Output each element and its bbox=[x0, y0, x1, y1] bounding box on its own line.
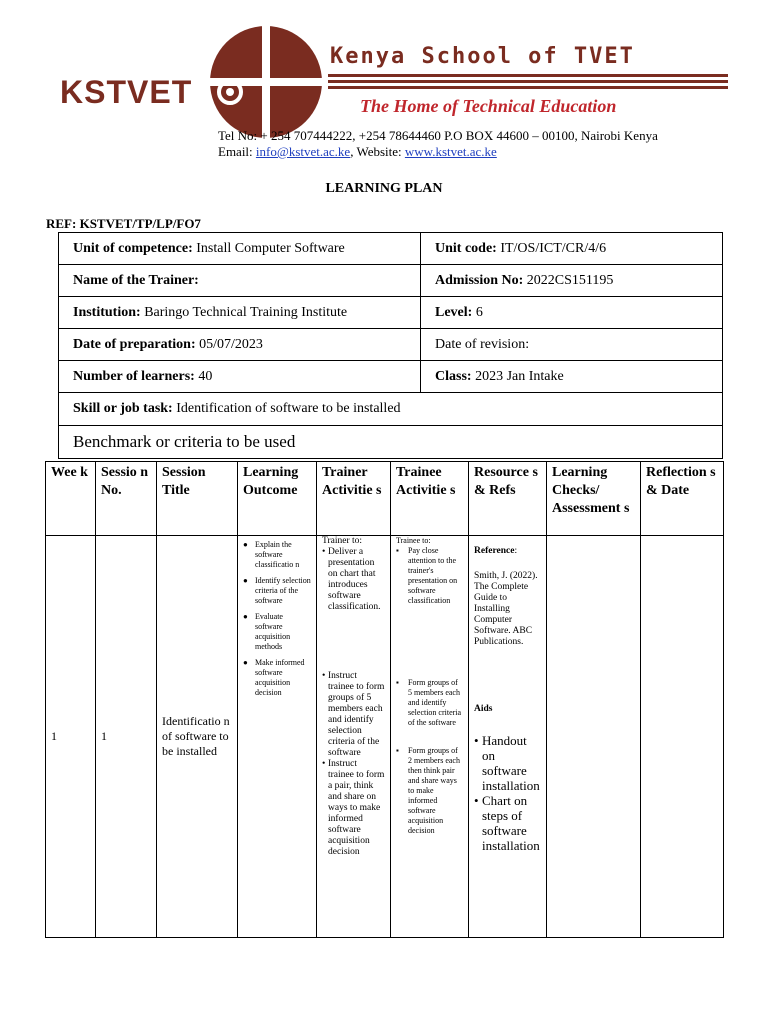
prep-date-value: 05/07/2023 bbox=[195, 336, 263, 352]
bullet-icon: ● bbox=[243, 540, 248, 549]
outcome-cell bbox=[238, 536, 317, 938]
info-row bbox=[59, 361, 723, 393]
spacer bbox=[474, 557, 541, 571]
institution-cell bbox=[59, 297, 421, 329]
spacer bbox=[474, 715, 541, 733]
reference-heading bbox=[474, 546, 541, 557]
aids-heading bbox=[474, 704, 541, 715]
class-value: 2023 Jan Intake bbox=[471, 368, 564, 384]
header-rule bbox=[328, 86, 728, 89]
contact-line: Tel No: + 254 707444222, +254 78644460 P.O BOX 44600 – 00100, Nairobi Kenya bbox=[218, 128, 658, 143]
code-label: Unit code: bbox=[435, 240, 497, 256]
letterhead bbox=[50, 20, 690, 170]
list-item bbox=[322, 759, 385, 858]
header-outcome: Learning Outcome bbox=[238, 462, 317, 536]
info-row bbox=[59, 329, 723, 361]
kstvet-logo-icon bbox=[208, 24, 324, 140]
trainer-activity-text: Instruct trainee to form groups of 5 members each and identify selection criteria of the software bbox=[328, 671, 385, 758]
reference-label: Reference bbox=[474, 546, 515, 556]
header-rule bbox=[328, 74, 728, 77]
outcome-text: Identify selection criteria of the software bbox=[255, 576, 311, 605]
level-cell bbox=[421, 297, 723, 329]
week-cell: 1 bbox=[46, 536, 96, 938]
admission-value: 2022CS151195 bbox=[523, 272, 614, 288]
header-week: Wee k bbox=[46, 462, 96, 536]
spacer bbox=[474, 648, 541, 704]
header-resources: Resource s & Refs bbox=[469, 462, 547, 536]
reference-colon: : bbox=[514, 546, 518, 556]
info-row bbox=[59, 426, 723, 459]
benchmark-cell bbox=[59, 426, 723, 459]
email-line bbox=[218, 144, 658, 160]
bullet-icon: • bbox=[322, 671, 326, 681]
spacer bbox=[322, 613, 385, 671]
aid-text: Handout on software installation bbox=[482, 733, 540, 793]
reference-code: REF: KSTVET/TP/LP/FO7 bbox=[46, 216, 201, 231]
reference-text: Smith, J. (2022). The Complete Guide to Installing Computer Software. ABC Publications. bbox=[474, 571, 538, 647]
unit-label: Unit of competence: bbox=[73, 240, 193, 256]
revision-date-label: Date of revision: bbox=[435, 336, 530, 352]
table-header-row bbox=[46, 462, 724, 536]
code-cell bbox=[421, 233, 723, 265]
info-row bbox=[59, 265, 723, 297]
learners-value: 40 bbox=[194, 368, 213, 384]
trainee-intro: Trainee to: bbox=[396, 536, 431, 545]
list-item bbox=[243, 658, 311, 698]
header-session-no: Sessio n No. bbox=[96, 462, 157, 536]
logo-text: KSTVET bbox=[60, 74, 193, 110]
trainer-activity-text: Deliver a presentation on chart that introduces software classification. bbox=[328, 547, 381, 612]
website-link[interactable]: www.kstvet.ac.ke bbox=[404, 144, 497, 159]
contact-block bbox=[218, 128, 658, 160]
outcome-text: Make informed software acquisition decision bbox=[255, 658, 305, 697]
admission-cell bbox=[421, 265, 723, 297]
learners-cell bbox=[59, 361, 421, 393]
bullet-icon: ▪ bbox=[396, 678, 399, 687]
prep-date-label: Date of preparation: bbox=[73, 336, 196, 352]
bullet-icon: ● bbox=[243, 658, 248, 667]
benchmark-text: Benchmark or criteria to be used bbox=[73, 432, 296, 451]
aids-label: Aids bbox=[474, 704, 493, 714]
info-row bbox=[59, 297, 723, 329]
skill-label: Skill or job task: bbox=[73, 401, 173, 416]
table-row bbox=[46, 536, 724, 938]
level-value: 6 bbox=[472, 304, 483, 320]
unit-cell bbox=[59, 233, 421, 265]
skill-cell bbox=[59, 393, 723, 426]
header-checks: Learning Checks/ Assessment s bbox=[547, 462, 641, 536]
info-table bbox=[58, 232, 723, 459]
prep-date-cell bbox=[59, 329, 421, 361]
spacer bbox=[396, 606, 463, 678]
header-trainee: Trainee Activitie s bbox=[391, 462, 469, 536]
level-label: Level: bbox=[435, 304, 473, 320]
skill-value: Identification of software to be installed bbox=[172, 401, 401, 416]
list-item bbox=[474, 733, 541, 793]
page-title: LEARNING PLAN bbox=[325, 181, 443, 196]
institution-value: Baringo Technical Training Institute bbox=[140, 304, 348, 320]
outcome-text: Evaluate software acquisition methods bbox=[255, 612, 291, 651]
trainee-activities-cell bbox=[391, 536, 469, 938]
trainer-label: Name of the Trainer: bbox=[73, 272, 199, 288]
email-label: Email: bbox=[218, 144, 256, 159]
bullet-icon: • bbox=[322, 547, 326, 557]
tagline: The Home of Technical Education bbox=[360, 96, 617, 116]
info-row bbox=[59, 393, 723, 426]
trainer-intro: Trainer to: bbox=[322, 536, 363, 546]
revision-date-cell bbox=[421, 329, 723, 361]
header-rule bbox=[328, 80, 728, 83]
info-row bbox=[59, 233, 723, 265]
bullet-icon: ▪ bbox=[396, 546, 399, 555]
bullet-icon: • bbox=[322, 759, 326, 769]
trainer-cell bbox=[59, 265, 421, 297]
header-session-title: Session Title bbox=[157, 462, 238, 536]
bullet-icon: ● bbox=[243, 612, 248, 621]
list-item bbox=[243, 576, 311, 606]
list-item bbox=[243, 540, 311, 570]
website-label: , Website: bbox=[350, 144, 405, 159]
list-item bbox=[396, 546, 463, 606]
session-title-cell: Identificatio n of software to be installed bbox=[157, 536, 238, 938]
list-item bbox=[322, 671, 385, 759]
aid-text: Chart on steps of software installation bbox=[482, 793, 540, 853]
institution-label: Institution: bbox=[73, 304, 141, 320]
code-value: IT/OS/ICT/CR/4/6 bbox=[496, 240, 607, 256]
list-item bbox=[396, 746, 463, 836]
trainee-activity-text: Form groups of 2 members each then think pair and share ways to make informed software acquisition decision bbox=[408, 746, 460, 835]
list-item bbox=[474, 793, 541, 853]
list-item bbox=[396, 678, 463, 728]
bullet-icon: • bbox=[474, 733, 479, 748]
trainee-activity-text: Pay close attention to the trainer's presentation on software classification bbox=[408, 546, 458, 605]
trainee-activity-text: Form groups of 5 members each and identify selection criteria of the software bbox=[408, 678, 462, 727]
trainer-activities-cell bbox=[317, 536, 391, 938]
unit-value: Install Computer Software bbox=[192, 240, 345, 256]
aids-list bbox=[474, 733, 541, 853]
header-reflections: Reflection s & Date bbox=[641, 462, 724, 536]
bullet-icon: ▪ bbox=[396, 746, 399, 755]
email-link[interactable]: info@kstvet.ac.ke bbox=[255, 144, 351, 159]
bullet-icon: • bbox=[474, 793, 479, 808]
resources-cell bbox=[469, 536, 547, 938]
spacer bbox=[396, 728, 463, 746]
admission-label: Admission No: bbox=[435, 272, 524, 288]
class-cell bbox=[421, 361, 723, 393]
session-no-cell: 1 bbox=[96, 536, 157, 938]
class-label: Class: bbox=[435, 368, 472, 384]
list-item bbox=[322, 547, 385, 613]
school-name: Kenya School of TVET bbox=[330, 44, 635, 69]
learners-label: Number of learners: bbox=[73, 368, 195, 384]
trainer-activity-text: Instruct trainee to form a pair, think and share on ways to make informed software acquisition decision bbox=[328, 759, 385, 857]
learning-plan-table bbox=[45, 461, 724, 938]
outcome-text: Explain the software classificatio n bbox=[255, 540, 300, 569]
bullet-icon: ● bbox=[243, 576, 248, 585]
header-trainer: Trainer Activitie s bbox=[317, 462, 391, 536]
reflections-cell bbox=[641, 536, 724, 938]
list-item bbox=[243, 612, 311, 652]
checks-cell bbox=[547, 536, 641, 938]
